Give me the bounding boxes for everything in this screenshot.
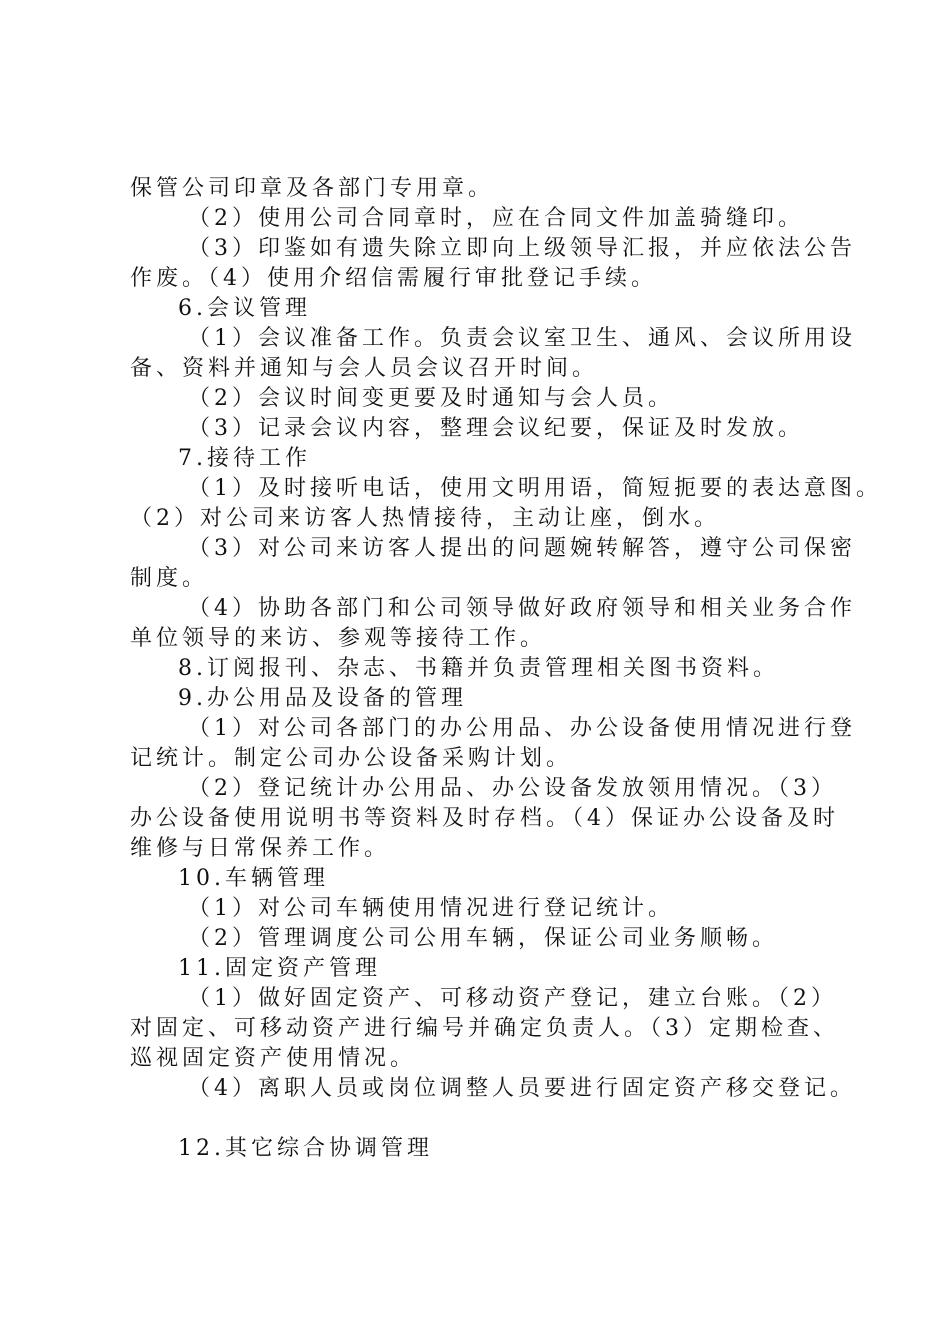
text-line: 单位领导的来访、参观等接待工作。 [130,626,547,651]
text-line: （3）对公司来访客人提出的问题婉转解答，遵守公司保密 [188,536,856,561]
text-line: （2）使用公司合同章时，应在合同文件加盖骑缝印。 [188,206,804,231]
text-line: （1）及时接听电话，使用文明用语，简短扼要的表达意图。 [188,476,882,501]
text-line: 备、资料并通知与会人员会议召开时间。 [130,356,599,381]
text-line: （3）印鉴如有遗失除立即向上级领导汇报，并应依法公告 [188,236,856,261]
text-line: （1）会议准备工作。负责会议室卫生、通风、会议所用设 [188,326,856,351]
text-line: （2）登记统计办公用品、办公设备发放领用情况。（3） [188,776,837,801]
text-line: 作废。（4）使用介绍信需履行审批登记手续。 [130,266,657,291]
text-line: 对固定、可移动资产进行编号并确定负责人。（3）定期检查、 [130,1016,839,1041]
section-heading: 8.订阅报刊、杂志、书籍并负责管理相关图书资料。 [178,656,779,681]
text-line: （1）对公司车辆使用情况进行登记统计。 [188,896,674,921]
text-line: （1）对公司各部门的办公用品、办公设备使用情况进行登 [188,716,856,741]
text-line: （2）管理调度公司公用车辆，保证公司业务顺畅。 [188,926,778,951]
text-line: （3）记录会议内容，整理会议纪要，保证及时发放。 [188,416,804,441]
text-line: （2）会议时间变更要及时通知与会人员。 [188,386,674,411]
section-heading: 10.车辆管理 [178,866,329,891]
text-line: 记统计。制定公司办公设备采购计划。 [130,746,573,771]
text-line: （1）做好固定资产、可移动资产登记，建立台账。（2） [188,986,837,1011]
text-line: （4）离职人员或岗位调整人员要进行固定资产移交登记。 [188,1076,856,1101]
text-line: 维修与日常保养工作。 [130,836,391,861]
section-heading: 9.办公用品及设备的管理 [178,686,467,711]
text-line: （4）协助各部门和公司领导做好政府领导和相关业务合作 [188,596,856,621]
text-line: 制度。 [130,566,209,591]
section-heading: 12.其它综合协调管理 [178,1136,433,1161]
text-line: 保管公司印章及各部门专用章。 [130,176,495,201]
document-body [130,174,882,1164]
section-heading: 11.固定资产管理 [178,956,381,981]
text-line: 巡视固定资产使用情况。 [130,1046,417,1071]
text-line: 办公设备使用说明书等资料及时存档。（4）保证办公设备及时 [130,806,839,831]
section-heading: 7.接待工作 [178,446,311,471]
blank-line [130,1104,840,1134]
text-line: （2）对公司来访客人热情接待，主动让座，倒水。 [130,506,720,531]
section-heading: 6.会议管理 [178,296,311,321]
